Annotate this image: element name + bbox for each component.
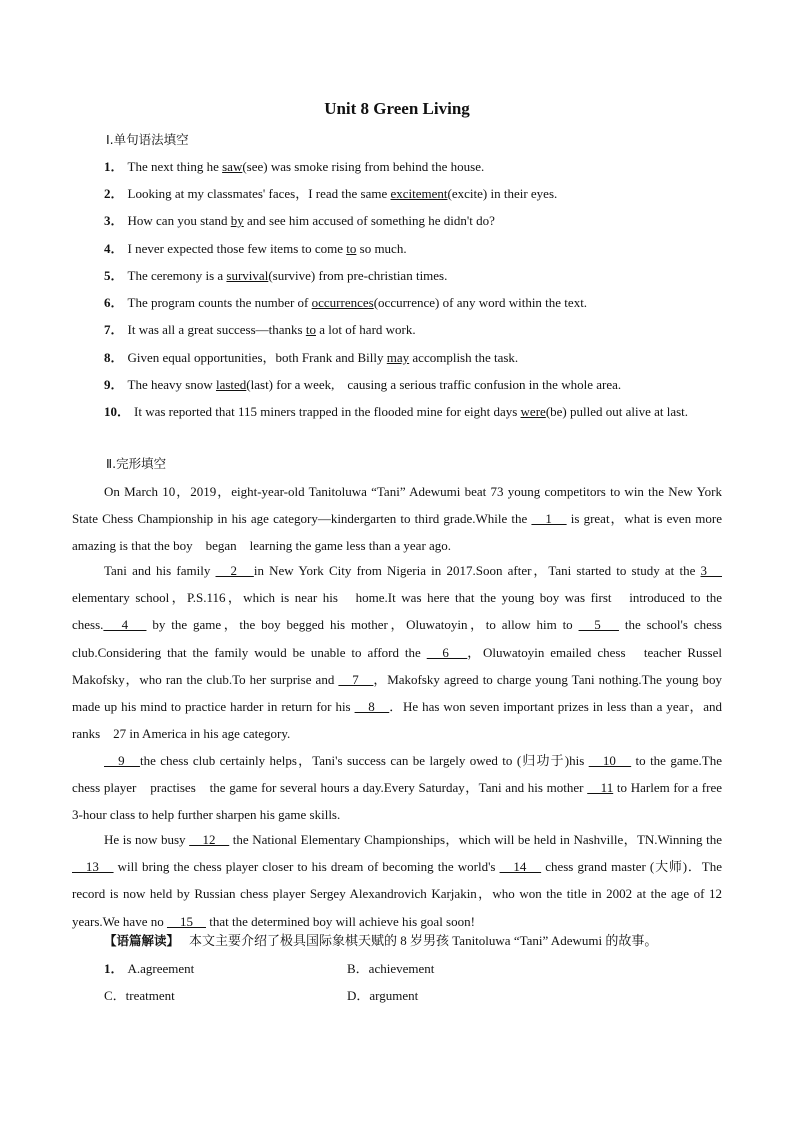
section-heading-grammar: Ⅰ.单句语法填空: [106, 132, 189, 147]
cloze-paragraph: He is now busy 12 the National Elementary Championships，which will be held in Nashville，TN.Winning the 13 will bring the chess player closer to his dream of becoming the world's 14 chess grand master (大师)．The record is now held by Russian chess player Sergey Alexandrovich Karjakin，who won the title in 2002 at the age of 12 years.We have no 15 that the determined boy will achieve his goal soon!: [72, 832, 722, 929]
question-number: 5．: [104, 268, 124, 283]
question-number: 3．: [104, 213, 124, 228]
question-item: 10． It was reported that 115 miners trapped in the flooded mine for eight days were(be) pulled out alive at last.: [104, 404, 689, 419]
cloze-blank: 10: [588, 753, 632, 768]
passage-summary: 【语篇解读】 本文主要介绍了极具国际象棋天赋的 8 岁男孩 Tanitoluwa “Tani” Adewumi 的故事。: [104, 933, 658, 948]
answer: saw: [222, 159, 243, 174]
question-number: 8．: [104, 350, 124, 365]
option-d: D．argument: [347, 988, 419, 1003]
cloze-blank: 4: [103, 617, 147, 633]
summary-tag: 【语篇解读】: [104, 933, 180, 948]
answer: to: [346, 241, 357, 256]
answer: may: [386, 350, 410, 365]
answer: lasted: [215, 377, 247, 392]
question-item: 9． The heavy snow lasted(last) for a week, causing a serious traffic confusion in the whole area.: [104, 377, 622, 392]
question-number: 10．: [104, 404, 131, 419]
cloze-blank: 6: [426, 644, 468, 660]
section-heading-cloze: Ⅱ.完形填空: [106, 456, 167, 471]
question-number: 6．: [104, 295, 124, 310]
answer: were: [520, 404, 546, 419]
cloze-blank: 7: [338, 671, 374, 687]
question-item: 1． The next thing he saw(see) was smoke rising from behind the house.: [104, 159, 485, 174]
answer: survival: [226, 268, 269, 283]
cloze-paragraph: Tani and his family 2 in New York City from Nigeria in 2017.Soon after，Tani started to study at the 3 elementary school，P.S.116，which is near his home.It was here that the young boy was first introduced to the chess. 4 by the game，the boy begged his mother，Oluwatoyin，to allow him to 5 the school's chess club.Considering that the family would be unable to afford the 6 ，Oluwatoyin emailed chess teacher Russel Makofsky，who ran the club.To her surprise and 7 ，Makofsky agreed to charge young Tani nothing.The young boy made up his mind to practice harder in return for his 8 ．He has won seven important prizes in less than a year，and ranks 27 in America in his age category.: [72, 563, 735, 742]
answer: by: [230, 213, 244, 228]
question-number: 4．: [104, 241, 124, 256]
question-item: 5． The ceremony is a survival(survive) from pre-christian times.: [104, 268, 448, 283]
question-item: 2． Looking at my classmates' faces，I read the same excitement(excite) in their eyes.: [104, 186, 558, 201]
answer: occurrences: [311, 295, 374, 310]
page-title: Unit 8 Green Living: [324, 99, 470, 118]
cloze-blank: 13: [72, 859, 114, 875]
cloze-blank: 3: [700, 563, 722, 578]
cloze-paragraph: 9 the chess club certainly helps，Tani's success can be largely owed to (归功于)his 10 to the game.The chess player practises the game for several hours a day.Every Saturday，Tani and his mother 11 to Harlem for a free 3-hour class to help further sharpen his game skills.: [72, 753, 722, 823]
question-item: 3． How can you stand by and see him accused of something he didn't do?: [104, 213, 495, 228]
cloze-paragraph: On March 10，2019，eight-year-old Tanitoluwa “Tani” Adewumi beat 73 young competitors to win the New York State Chess Championship in his age category—kindergarten to third grade.While the 1 is great，what is even more amazing is that the boy began learning the game less than a year ago.: [72, 484, 722, 554]
question-item: 6． The program counts the number of occurrences(occurrence) of any word within the text.: [104, 295, 588, 310]
cloze-blank: 11: [587, 780, 614, 796]
option-b: B．achievement: [347, 961, 435, 976]
answer: excitement: [390, 186, 448, 201]
cloze-blank: 12: [189, 832, 230, 847]
cloze-blank: 2: [215, 563, 254, 578]
question-number: 1．: [104, 159, 124, 174]
cloze-blank: 14: [499, 859, 542, 875]
question-number: 1．: [104, 961, 124, 976]
question-number: 7．: [104, 322, 124, 337]
cloze-blank: 5: [578, 617, 619, 633]
option-a: 1． A.agreement: [104, 961, 195, 976]
question-item: 4． I never expected those few items to come to so much.: [104, 241, 407, 256]
option-c: C．treatment: [104, 988, 175, 1003]
cloze-blank: 1: [531, 511, 567, 527]
cloze-blank: 15: [166, 913, 206, 929]
question-item: 8． Given equal opportunities，both Frank and Billy may accomplish the task.: [104, 350, 519, 365]
question-item: 7． It was all a great success—thanks to a lot of hard work.: [104, 322, 416, 337]
question-number: 2．: [104, 186, 124, 201]
cloze-blank: 9: [104, 753, 140, 768]
answer: to: [305, 322, 316, 337]
question-number: 9．: [104, 377, 124, 392]
cloze-blank: 8: [354, 699, 390, 715]
